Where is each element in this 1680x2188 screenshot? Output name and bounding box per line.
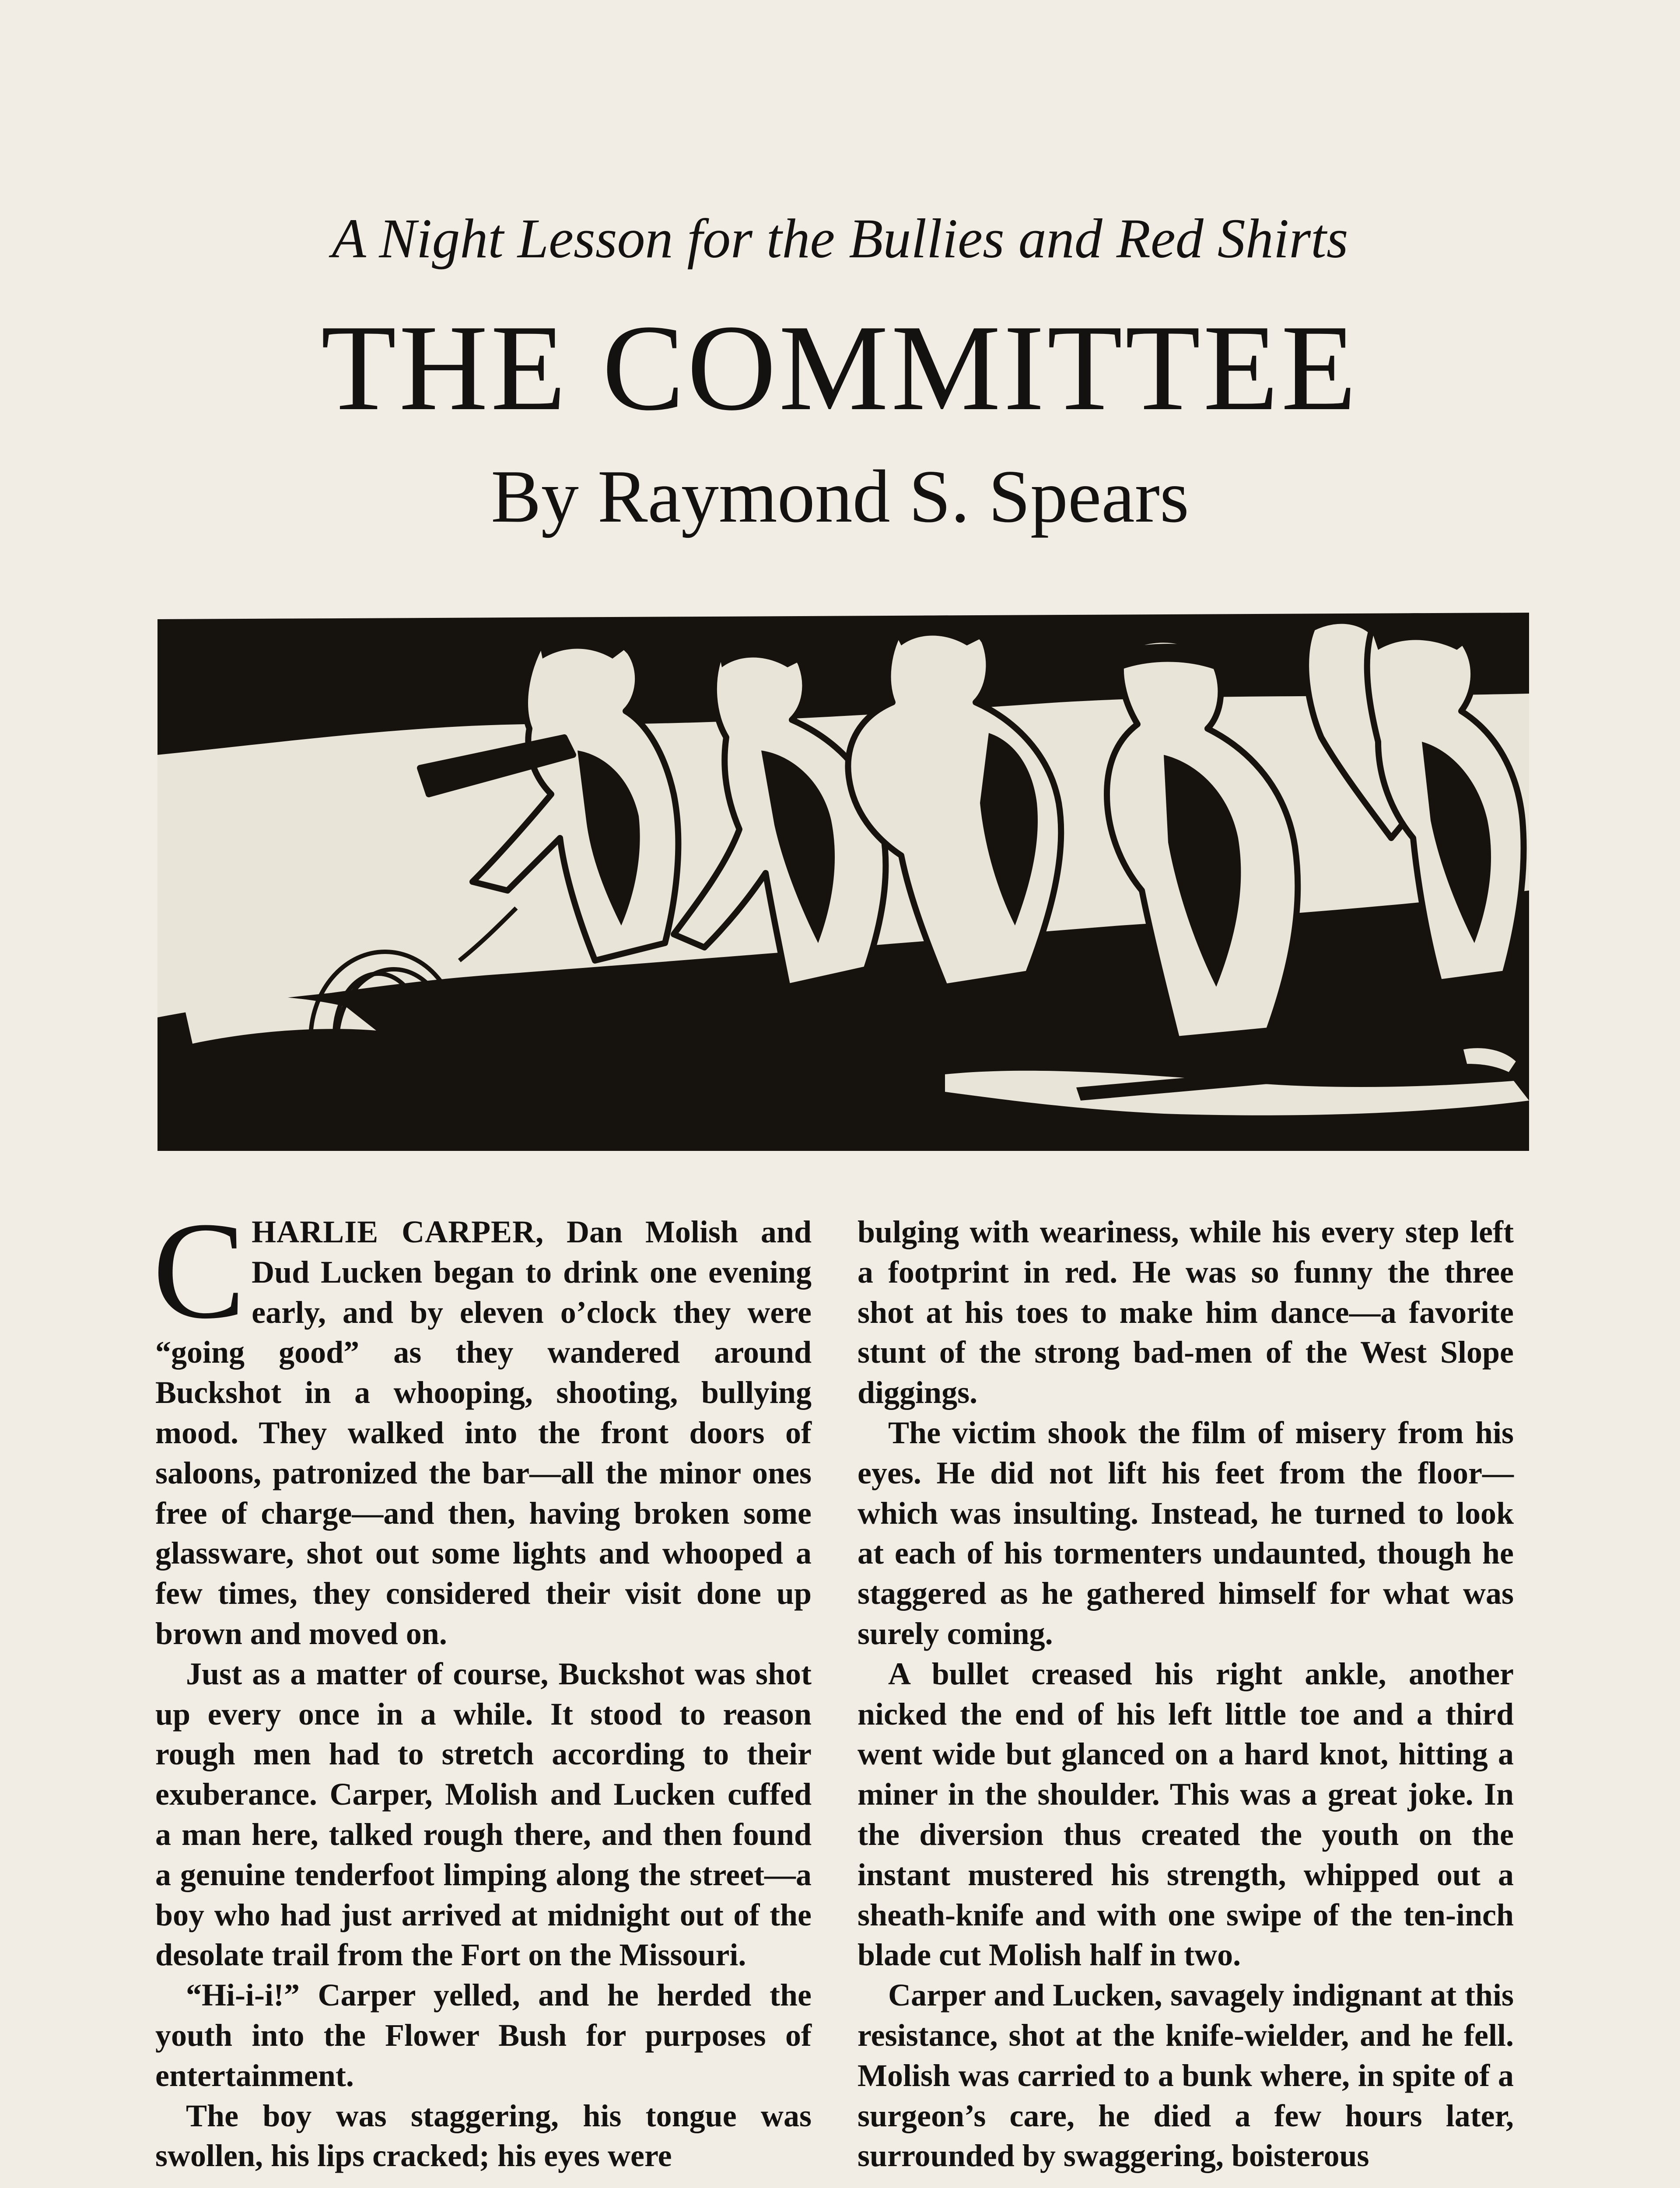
paragraph-5: The victim shook the film of misery from his eyes. He did not lift his feet from the floor—which was insulting. Instead, he turned to look at each of his tormenters undaunted, though he staggered as he gathered himself for what was surely coming. [858, 1415, 1514, 1651]
paragraph-1-text: Dan Molish and Dud Lucken began to drink one evening early, and by eleven o’clock they were “going good” as they wandered around Buckshot in a whooping, shooting, bullying mood. They walked into the front doors of saloons, patronized the bar—all the minor ones free of charge—and then, having broken some glassware, shot out some lights and whooped a few times, they considered their visit done up brown and moved on. [155, 1214, 812, 1651]
text-column-left [153, 1193, 812, 2176]
drop-cap: C [153, 1193, 246, 1347]
paragraph-7: Carper and Lucken, savagely indignant at this resistance, shot at the knife-wielder, and he fell. Molish was carried to a bunk where, in spite of a surgeon’s care, he died a few hours later, surrounded by swaggering, boisterous [858, 1978, 1514, 2174]
paragraph-6: A bullet creased his right ankle, another nicked the end of his left little toe and a third went wide but glanced on a hard knot, hitting a miner in the shoulder. This was a great joke. In the diversion thus created the youth on the instant mustered his strength, whipped out a sheath-knife and with one swipe of the ten-inch blade cut Molish half in two. [858, 1656, 1514, 1973]
article-title: THE COMMITTEE [321, 299, 1359, 436]
paragraph-3: “Hi-i-i!” Carper yelled, and he herded the youth into the Flower Bush for purposes of entertainment. [155, 1978, 812, 2093]
text-column-right [858, 1212, 1514, 2176]
byline: By Raymond S. Spears [491, 455, 1189, 538]
paragraph-4: The boy was staggering, his tongue was swollen, his lips cracked; his eyes were [155, 2098, 812, 2174]
paragraph-1 [153, 1193, 812, 1654]
paragraph-4-continued: bulging with weariness, while his every step left a footprint in red. He was so funny the three shot at his toes to make him dance—a favorite stunt of the strong bad-men of the West Slope diggings. [858, 1214, 1514, 1410]
kicker: A Night Lesson for the Bullies and Red Shirts [332, 207, 1348, 270]
paragraph-2: Just as a matter of course, Buckshot was shot up every once in a while. It stood to reason rough men had to stretch according to their exuberance. Carper, Molish and Lucken cuffed a man here, talked rough there, and then found a genuine tenderfoot limping along the street—a boy who had just arrived at midnight out of the desolate trail from the Fort on the Missouri. [155, 1656, 812, 1973]
posse-illustration [158, 610, 1529, 1151]
lead-caps: HARLIE CARPER, [252, 1214, 544, 1249]
